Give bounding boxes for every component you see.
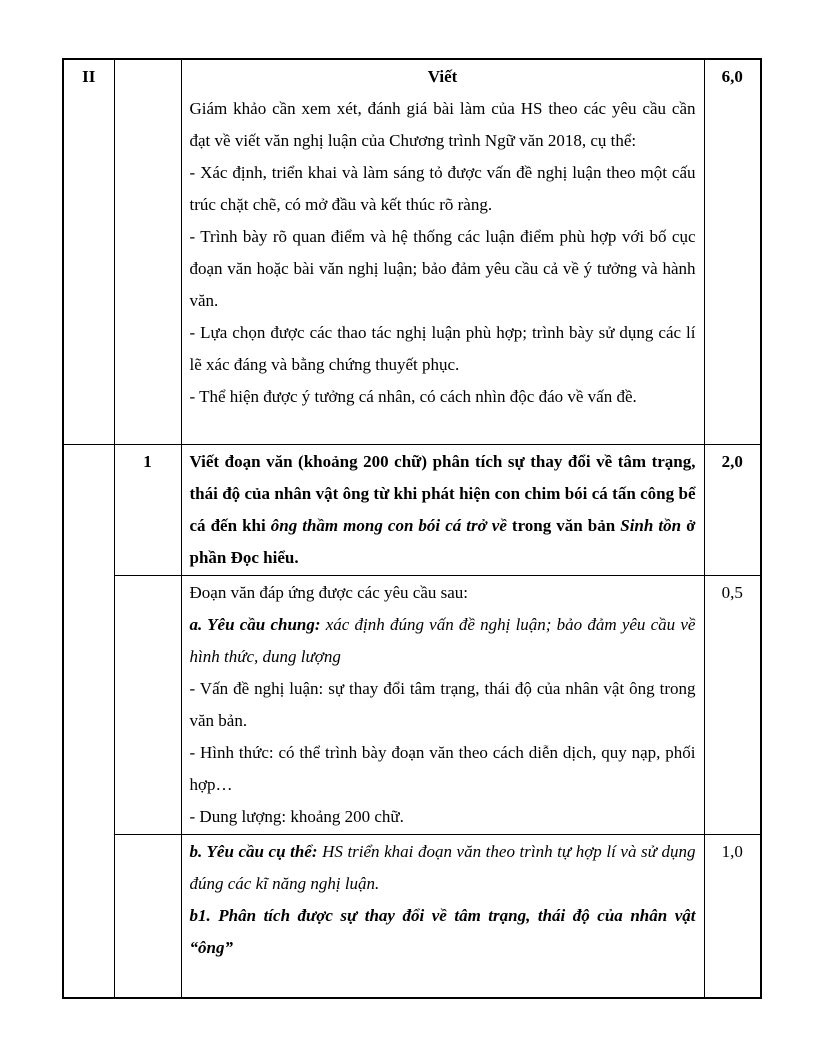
table-row xyxy=(63,59,761,444)
text-run: Viết đoạn văn (khoảng 200 chữ) phân tích sự thay đổi về tâm trạng, thái độ của nhân vật ông từ khi phát hiện con chim bói cá tấn công bể cá đến khi xyxy=(189,451,696,535)
text-run: - Trình bày rõ quan điểm và hệ thống các luận điểm phù hợp với bố cục đoạn văn hoặc bài văn nghị luận; bảo đảm yêu cầu cả về ý tưởng và hành văn. xyxy=(189,227,696,310)
text-run: Đoạn văn đáp ứng được các yêu cầu sau: xyxy=(189,582,469,602)
score-cell-general xyxy=(704,575,761,834)
empty-cell xyxy=(114,59,181,444)
paragraph xyxy=(190,737,696,801)
text-run: Giám khảo cần xem xét, đánh giá bài làm của HS theo các yêu cầu cần đạt về viết văn nghị luận của Chương trình Ngữ văn 2018, cụ thể: xyxy=(189,99,696,150)
question-number-cell xyxy=(114,444,181,575)
text-run: b. Yêu cầu cụ thể: xyxy=(189,841,323,861)
text-run: Viết xyxy=(427,67,458,86)
paragraph xyxy=(190,577,696,609)
question-prompt-cell xyxy=(181,444,704,575)
score-value: 1,0 xyxy=(721,841,743,861)
paragraph xyxy=(190,157,696,221)
paragraph xyxy=(190,836,696,900)
section-label-cell xyxy=(63,59,114,444)
score-value: 2,0 xyxy=(721,451,743,471)
text-run: ông thầm mong con bói cá trở về xyxy=(270,515,507,535)
paragraph xyxy=(190,673,696,737)
empty-cell xyxy=(114,575,181,834)
paragraph xyxy=(190,609,696,673)
text-run: - Thể hiện được ý tưởng cá nhân, có cách nhìn độc đáo về vấn đề. xyxy=(189,387,637,406)
rubric-table xyxy=(62,58,762,999)
paragraph xyxy=(190,900,696,964)
paragraph xyxy=(190,221,696,317)
text-run: - Vấn đề nghị luận: sự thay đổi tâm trạng, thái độ của nhân vật ông trong văn bản. xyxy=(189,678,696,730)
text-run: ở phần Đọc hiểu. xyxy=(189,515,696,567)
specific-requirements-cell xyxy=(181,834,704,998)
text-run: - Xác định, triển khai và làm sáng tỏ được vấn đề nghị luận theo một cấu trúc chặt chẽ, có mở đầu và kết thúc rõ ràng. xyxy=(189,163,696,214)
table-row xyxy=(63,444,761,575)
text-run: b1. Phân tích được sự thay đổi về tâm trạng, thái độ của nhân vật “ông” xyxy=(189,905,696,957)
table-row xyxy=(63,575,761,834)
text-run: a. Yêu cầu chung: xyxy=(189,614,326,634)
question-number: 1 xyxy=(143,451,152,471)
score-value: 0,5 xyxy=(721,582,743,602)
score-cell-section xyxy=(704,59,761,444)
score-cell-specific xyxy=(704,834,761,998)
score-cell-question xyxy=(704,444,761,575)
paragraph xyxy=(190,381,696,413)
writing-overview-cell xyxy=(181,59,704,444)
text-run: - Lựa chọn được các thao tác nghị luận phù hợp; trình bày sử dụng các lí lẽ xác đáng và bằng chứng thuyết phục. xyxy=(189,323,696,374)
paragraph xyxy=(190,801,696,833)
section-label: II xyxy=(82,67,96,86)
text-run: trong văn bản xyxy=(506,515,621,535)
text-run: Sinh tồn xyxy=(620,515,682,535)
general-requirements-cell xyxy=(181,575,704,834)
paragraph xyxy=(190,446,696,574)
empty-cell xyxy=(114,834,181,998)
score-value: 6,0 xyxy=(721,67,743,86)
text-run: HS triển khai đoạn văn theo trình tự hợp lí và sử dụng đúng các kĩ năng nghị luận. xyxy=(189,841,696,893)
text-run: xác định đúng vấn đề nghị luận; bảo đảm yêu cầu về hình thức, dung lượng xyxy=(189,614,696,666)
paragraph xyxy=(190,93,696,157)
paragraph xyxy=(190,317,696,381)
paragraph xyxy=(190,61,696,93)
table-row xyxy=(63,834,761,998)
text-run: - Dung lượng: khoảng 200 chữ. xyxy=(189,806,404,826)
empty-cell xyxy=(63,444,114,998)
text-run: - Hình thức: có thể trình bày đoạn văn theo cách diễn dịch, quy nạp, phối hợp… xyxy=(189,742,696,794)
